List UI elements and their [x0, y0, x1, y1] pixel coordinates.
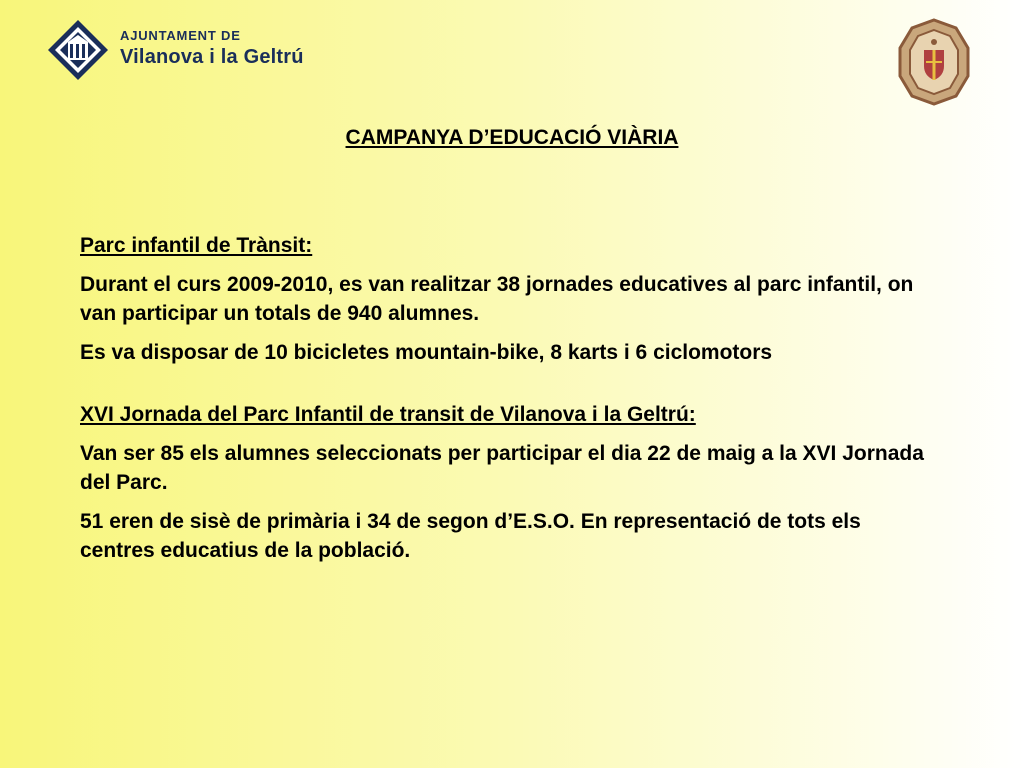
page-title: CAMPANYA D’EDUCACIÓ VIÀRIA — [345, 126, 679, 149]
org-name — [120, 28, 304, 69]
main-content — [80, 232, 940, 565]
org-line2: Vilanova i la Geltrú — [120, 46, 304, 68]
section1-paragraph-2: Es va disposar de 10 bicicletes mountain-bike, 8 karts i 6 ciclomotors — [80, 341, 773, 364]
section1-paragraph-1: Durant el curs 2009-2010, es van realitzar 38 jornades educatives al parc infantil, on van participar un totals de 940 alumnes. — [80, 273, 914, 325]
section2-paragraph-1: Van ser 85 els alumnes seleccionats per participar el dia 22 de maig a la XVI Jornada del Parc. — [80, 442, 924, 494]
section2-paragraph-2: 51 eren de sisè de primària i 34 de segon d’E.S.O. En representació de tots els centres educatius de la població. — [80, 510, 861, 562]
section2-heading: XVI Jornada del Parc Infantil de transit de Vilanova i la Geltrú: — [80, 403, 696, 426]
section-spacer — [80, 367, 940, 401]
police-seal-icon — [898, 18, 970, 106]
section1-heading: Parc infantil de Trànsit: — [80, 234, 313, 257]
org-line1: AJUNTAMENT DE — [120, 28, 241, 43]
city-shield-icon — [46, 18, 110, 82]
